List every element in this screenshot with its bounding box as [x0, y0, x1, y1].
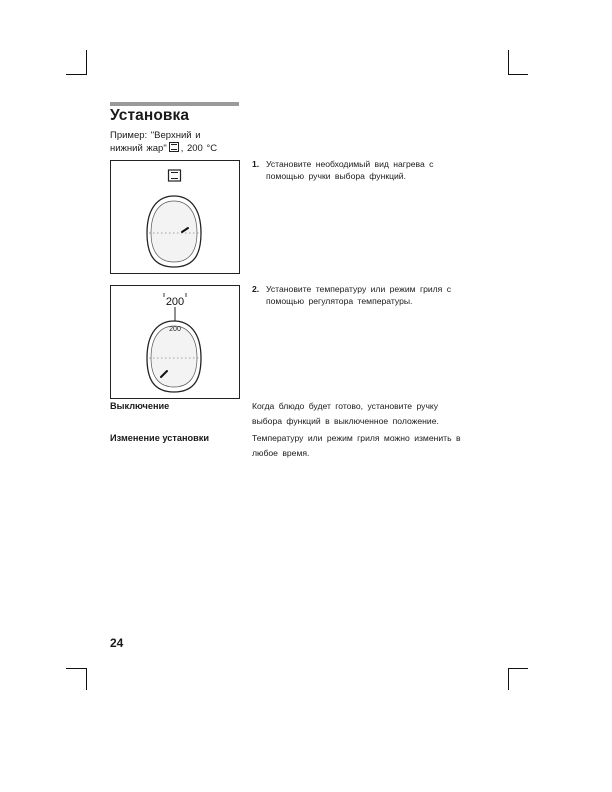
crop-mark-bottom-right: [508, 668, 528, 669]
crop-mark-bottom-left: [86, 668, 87, 690]
knob-ring-label: 200: [169, 326, 181, 333]
example-text: [110, 130, 250, 155]
example-line-1: Пример: "Верхний и: [110, 130, 201, 141]
shutdown-label: Выключение: [110, 401, 170, 411]
temperature-selector-panel: [110, 285, 240, 399]
step-number: 2.: [252, 284, 260, 294]
crop-mark-top-left: [66, 74, 87, 75]
top-bottom-heat-icon: [169, 142, 179, 152]
step-text-line-2: помощью регулятора температуры.: [266, 296, 413, 306]
function-selector-dial: [111, 161, 239, 273]
temperature-scale-label: 200: [165, 296, 185, 308]
change-settings-text-line-1: Температуру или режим гриля можно изменить в: [252, 433, 461, 443]
step-text-line-1: Установите температуру или режим гриля с: [266, 284, 452, 294]
shutdown-text: [252, 399, 488, 429]
step-text-line-1: Установите необходимый вид нагрева с: [266, 159, 434, 169]
example-line-2: [110, 142, 250, 155]
function-selector-panel: [110, 160, 240, 274]
change-settings-label: Изменение установки: [110, 433, 210, 443]
section-title-bar: [110, 102, 239, 106]
shutdown-text-line-2: выбора функций в выключенное положение.: [252, 416, 439, 426]
crop-mark-top-right: [508, 50, 509, 74]
step-text-line-2: помощью ручки выбора функций.: [266, 171, 406, 181]
section-title: Установка: [110, 107, 190, 124]
change-settings-text: [252, 431, 488, 461]
step-2: [252, 283, 482, 307]
example-temperature: , 200 °C: [180, 143, 218, 154]
example-mode-name: нижний жар": [110, 143, 167, 154]
crop-mark-bottom-left: [66, 668, 87, 669]
step-1: [252, 158, 482, 182]
page-number: 24: [110, 636, 124, 650]
crop-mark-top-left: [86, 50, 87, 74]
crop-mark-bottom-right: [508, 668, 509, 690]
shutdown-text-line-1: Когда блюдо будет готово, установите ручку: [252, 401, 439, 411]
temperature-selector-dial: [111, 286, 239, 398]
crop-mark-top-right: [508, 74, 528, 75]
step-number: 1.: [252, 159, 260, 169]
top-bottom-heat-icon: [169, 170, 181, 181]
change-settings-text-line-2: любое время.: [252, 448, 310, 458]
